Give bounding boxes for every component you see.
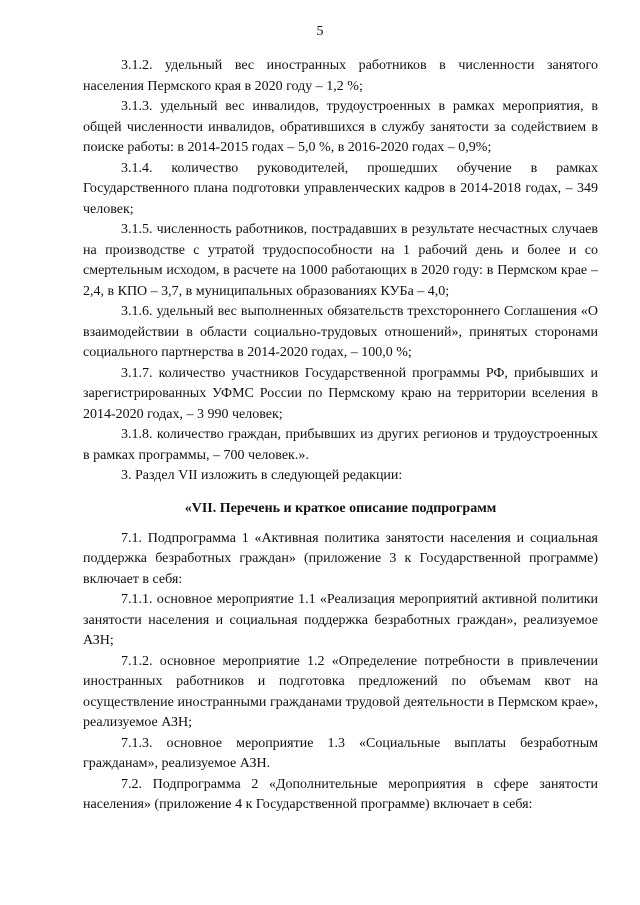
paragraph-3: 3. Раздел VII изложить в следующей редакции: xyxy=(121,468,403,483)
paragraph-3-1-7: 3.1.7. количество участников Государственной программы РФ, прибывших и зарегистрированных УФМС России по Пермскому краю на территории вселения в 2014-2020 годах, – 3 990 человек; xyxy=(83,365,598,422)
paragraph-3-1-2: 3.1.2. удельный вес иностранных работников в численности занятого населения Пермского края в 2020 году – 1,2 %; xyxy=(83,58,598,94)
paragraph-3-1-5: 3.1.5. численность работников, пострадавших в результате несчастных случаев на производстве с утратой трудоспособности на 1 рабочий день и более и со смертельным исходом, в расчете на 1000 работающих в 2020 году: в Пермском крае – 2,4, в КПО – 3,7, в муниципальных образованиях КУБа – 4,0; xyxy=(83,222,598,299)
paragraph-7-1-1: 7.1.1. основное мероприятие 1.1 «Реализация мероприятий активной политики занятости населения и социальная поддержка безработных граждан», реализуемое АЗН; xyxy=(83,592,598,648)
paragraph-3-1-8: 3.1.8. количество граждан, прибывших из других регионов и трудоустроенных в рамках программы, – 700 человек.». xyxy=(83,427,598,463)
paragraph-7-1: 7.1. Подпрограмма 1 «Активная политика занятости населения и социальная поддержка безработных граждан» (приложение 3 к Государственной программе) включает в себя: xyxy=(83,530,598,587)
paragraph-7-1-2: 7.1.2. основное мероприятие 1.2 «Определение потребности в привлечении иностранных работников и подготовка предложений по объемам квот на осуществление иностранными гражданами трудовой деятельности в Пермском крае», реализуемое АЗН; xyxy=(83,653,598,730)
paragraph-3-1-4: 3.1.4. количество руководителей, прошедших обучение в рамках Государственного плана подготовки управленческих кадров в 2014-2018 годах, – 349 человек; xyxy=(83,160,598,217)
paragraph-7-2: 7.2. Подпрограмма 2 «Дополнительные мероприятия в сфере занятости населения» (приложение 4 к Государственной программе) включает в себя: xyxy=(83,776,598,812)
section-heading: «VII. Перечень и краткое описание подпрограмм xyxy=(184,500,497,516)
paragraph-7-1-3: 7.1.3. основное мероприятие 1.3 «Социальные выплаты безработным гражданам», реализуемое АЗН. xyxy=(83,735,598,771)
paragraph-3-1-6: 3.1.6. удельный вес выполненных обязательств трехстороннего Соглашения «О взаимодействии в области социально-трудовых отношений», принятых сторонами социального партнерства в 2014-2020 годах, – 100,0 %; xyxy=(83,304,598,360)
paragraph-3-1-3: 3.1.3. удельный вес инвалидов, трудоустроенных в рамках мероприятия, в общей численности инвалидов, обратившихся в службу занятости за содействием в поиске работы: в 2014-2015 годах – 5,0 %, в 2016-2020 годах – 0,9%; xyxy=(83,99,598,155)
page-number: 5 xyxy=(316,24,324,39)
document-body xyxy=(83,56,598,816)
